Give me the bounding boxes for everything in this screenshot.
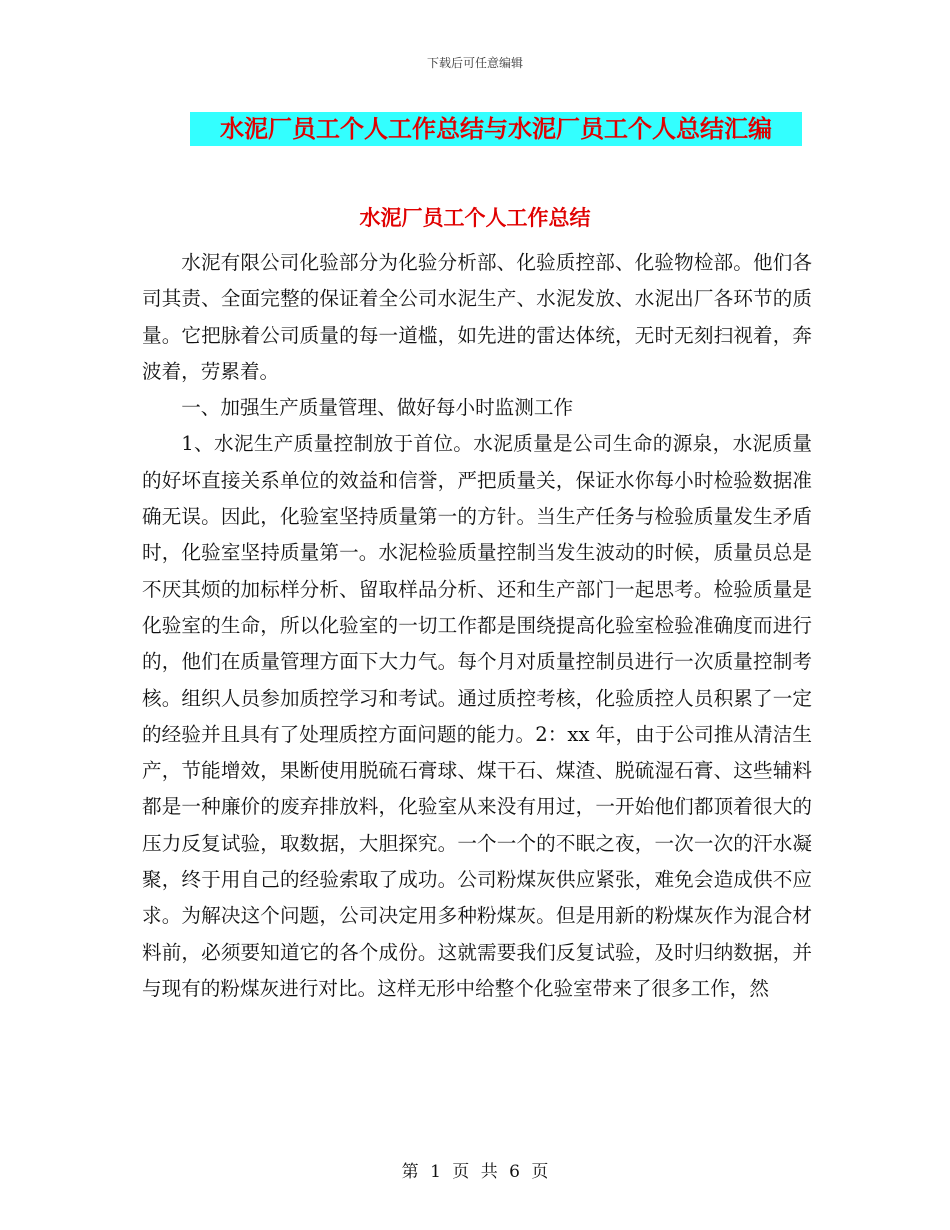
main-title: 水泥厂员工个人工作总结与水泥厂员工个人总结汇编 xyxy=(220,115,772,143)
page-header-note: 下载后可任意编辑 xyxy=(426,56,523,70)
document-body xyxy=(142,245,812,1007)
paragraph-heading-1: 一、加强生产质量管理、做好每小时监测工作 xyxy=(181,396,574,420)
section-title: 水泥厂员工个人工作总结 xyxy=(359,206,591,230)
paragraph-intro: 水泥有限公司化验部分为化验分析部、化验质控部、化验物检部。他们各司其责、全面完整的保证着全公司水泥生产、水泥发放、水泥出厂各环节的质量。它把脉着公司质量的每一道槛，如先进的雷达体统，无时无刻扫视着，奔波着，劳累着。 xyxy=(142,251,812,383)
paragraph-quality-control: 1、水泥生产质量控制放于首位。水泥质量是公司生命的源泉，水泥质量的好坏直接关系单位的效益和信誉，严把质量关，保证水你每小时检验数据准确无误。因此，化验室坚持质量第一的方针。当生产任务与检验质量发生矛盾时，化验室坚持质量第一。水泥检验质量控制当发生波动的时候，质量员总是不厌其烦的加标样分析、留取样品分析、还和生产部门一起思考。检验质量是化验室的生命，所以化验室的一切工作都是围绕提高化验室检验准确度而进行的，他们在质量管理方面下大力气。每个月对质量控制员进行一次质量控制考核。组织人员参加质控学习和考试。通过质控考核，化验质控人员积累了一定的经验并且具有了处理质控方面问题的能力。2：xx 年，由于公司推从清洁生产，节能增效，果断使用脱硫石膏球、煤干石、煤渣、脱硫湿石膏、这些辅料都是一种廉价的废弃排放料，化验室从来没有用过，一开始他们都顶着很大的压力反复试验，取数据，大胆探究。一个一个的不眠之夜，一次一次的汗水凝聚，终于用自己的经验索取了成功。公司粉煤灰供应紧张，难免会造成供不应求。为解决这个问题，公司决定用多种粉煤灰。但是用新的粉煤灰作为混合材料前，必须要知道它的各个成份。这就需要我们反复试验，及时归纳数据，并与现有的粉煤灰进行对比。这样无形中给整个化验室带来了很多工作，然 xyxy=(142,432,812,1000)
page-footer-number: 第 1 页 共 6 页 xyxy=(401,1162,549,1182)
main-title-highlight xyxy=(190,112,802,146)
